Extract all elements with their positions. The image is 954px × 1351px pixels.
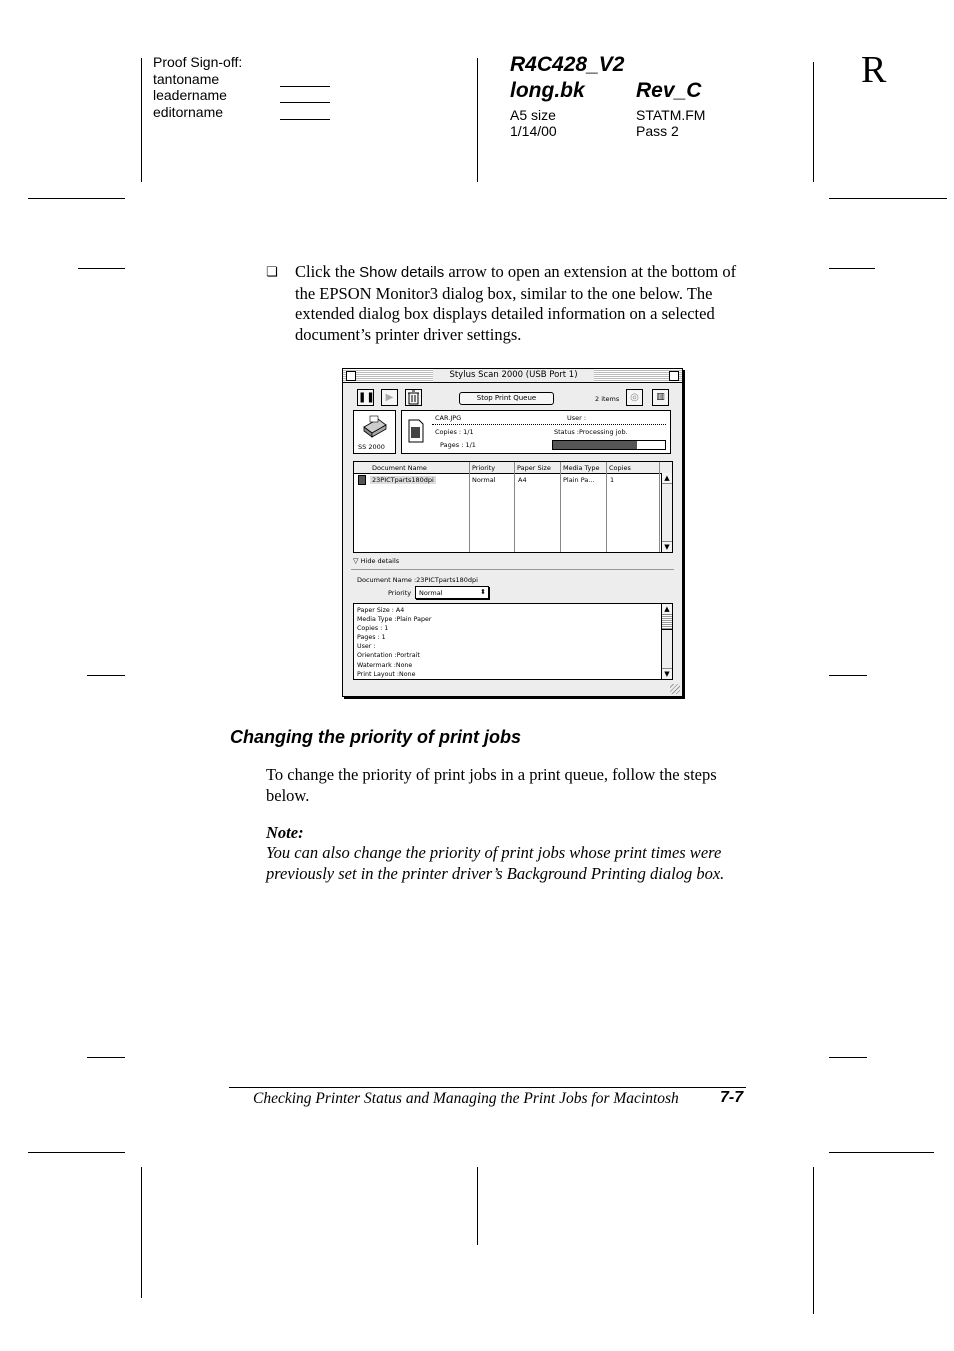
resume-button[interactable]: ▶: [381, 389, 398, 406]
crop-mark: [87, 1057, 125, 1058]
disclosure-triangle-icon: ▽: [353, 557, 359, 565]
crop-mark: [141, 58, 142, 182]
row-document-name: 23PICTparts180dpi: [372, 476, 434, 484]
crop-mark: [87, 675, 125, 676]
priority-select[interactable]: [415, 586, 489, 599]
close-box-icon[interactable]: [346, 371, 356, 381]
progress-fill: [553, 441, 637, 449]
column-copies[interactable]: Copies: [609, 464, 631, 472]
row-paper-size: A4: [518, 476, 527, 484]
detail-line: Paper Size : A4: [357, 607, 405, 614]
items-count: 2 items: [595, 395, 620, 403]
proof-signoff-label: Proof Sign-off:: [153, 54, 243, 70]
revision: Rev_C: [636, 79, 702, 102]
scroll-down-arrow-icon[interactable]: ▼: [662, 541, 672, 552]
pause-button[interactable]: ❚❚: [357, 389, 374, 406]
scroll-thumb[interactable]: [662, 615, 672, 630]
current-job-panel: [401, 410, 671, 454]
running-title: Checking Printer Status and Managing the Print Jobs for Macintosh: [253, 1090, 679, 1107]
page-size: A5 size: [510, 107, 556, 123]
tantoname-label: tantoname: [153, 70, 220, 87]
proof-signoff-block: [153, 54, 343, 120]
crop-mark: [813, 1167, 814, 1314]
progress-bar: [552, 440, 666, 450]
section-heading: Changing the priority of print jobs: [230, 727, 521, 747]
printer-info-button[interactable]: ▥: [652, 389, 669, 406]
scroll-up-arrow-icon[interactable]: ▲: [662, 473, 672, 484]
bullet-paragraph: [295, 262, 750, 345]
scroll-up-arrow-icon[interactable]: ▲: [662, 604, 672, 615]
job-list-scrollbar[interactable]: [661, 473, 672, 552]
dialog-title: Stylus Scan 2000 (USB Port 1): [433, 369, 594, 382]
details-lines: [357, 606, 431, 679]
section-paragraph: To change the priority of print jobs in a print queue, follow the steps below.: [266, 765, 717, 805]
details-divider: [351, 569, 674, 570]
select-arrows-icon: ⬍: [480, 588, 486, 596]
row-priority: Normal: [472, 476, 496, 484]
row-copies: 1: [610, 476, 615, 484]
priority-label: Priority: [388, 589, 412, 597]
crop-mark: [813, 62, 814, 182]
table-row[interactable]: [354, 475, 658, 486]
crop-mark: [477, 1167, 478, 1245]
current-job-pages: Pages : 1/1: [440, 441, 476, 449]
crop-mark: [829, 1152, 934, 1153]
row-media-type: Plain Pa...: [563, 476, 595, 484]
note-label: Note:: [266, 823, 304, 842]
scroll-down-arrow-icon[interactable]: ▼: [662, 668, 672, 679]
column-priority[interactable]: Priority: [472, 464, 496, 472]
document-icon: [407, 419, 425, 443]
column-paper-size[interactable]: Paper Size: [517, 464, 551, 472]
corner-letter: R: [861, 49, 887, 91]
printer-icon-panel: [353, 410, 396, 454]
document-icon: [358, 475, 366, 485]
column-divider: [659, 462, 660, 552]
delete-trash-button[interactable]: [405, 389, 422, 406]
epson-monitor-dialog: [342, 368, 683, 697]
details-textbox[interactable]: [353, 603, 673, 680]
crop-mark: [829, 198, 947, 199]
detail-line: Media Type :Plain Paper: [357, 616, 432, 624]
signoff-blank: [280, 71, 330, 87]
collapse-box-icon[interactable]: [669, 371, 679, 381]
column-document-name[interactable]: Document Name: [372, 464, 427, 472]
current-job-status: Status :Processing job.: [554, 428, 628, 436]
stop-print-queue-button[interactable]: Stop Print Queue: [459, 392, 554, 405]
doc-code: R4C428_V2: [510, 53, 625, 76]
job-divider: [432, 424, 666, 425]
ui-term: Show details: [359, 264, 445, 281]
book-name: long.bk: [510, 79, 585, 102]
current-job-copies: Copies : 1/1: [435, 428, 474, 436]
priority-select-value: Normal: [419, 589, 443, 597]
crop-mark: [829, 675, 867, 676]
crop-mark: [477, 58, 478, 182]
printer-name: SS 2000: [358, 443, 385, 451]
title-bar[interactable]: [343, 369, 682, 383]
bullet-text-before: Click the: [295, 262, 360, 281]
crop-mark: [829, 268, 875, 269]
crop-mark: [829, 1057, 867, 1058]
detail-document-name: Document Name :23PICTparts180dpi: [357, 576, 478, 584]
column-media-type[interactable]: Media Type: [563, 464, 600, 472]
note-text: You can also change the priority of print jobs whose print times were previously set in the printer driver’s Background Printing dialog box.: [266, 843, 725, 883]
pass: Pass 2: [636, 123, 679, 139]
current-job-name: CAR.JPG: [435, 414, 462, 422]
trash-icon: [406, 390, 421, 405]
detail-line: Print Layout :None: [357, 670, 416, 678]
bullet-marker: ❏: [266, 265, 278, 280]
hide-details-label: Hide details: [360, 557, 400, 565]
crop-mark: [28, 1152, 125, 1153]
crop-mark: [78, 268, 125, 269]
resize-grip-icon[interactable]: [670, 684, 680, 694]
detail-line: User :: [357, 643, 376, 651]
job-list[interactable]: [353, 461, 673, 553]
detail-line: Orientation :Portrait: [357, 652, 420, 660]
print-setup-button[interactable]: ◎: [626, 389, 643, 406]
signoff-blank: [280, 87, 330, 103]
printer-icon: [354, 413, 395, 441]
details-scrollbar[interactable]: [661, 604, 672, 679]
detail-line: Pages : 1: [357, 634, 386, 642]
file-name: STATM.FM: [636, 107, 706, 123]
detail-line: Copies : 1: [357, 625, 389, 633]
crop-mark: [141, 1167, 142, 1298]
editorname-label: editorname: [153, 103, 224, 120]
hide-details-toggle[interactable]: [353, 557, 399, 565]
date: 1/14/00: [510, 123, 557, 139]
footer-rule: [229, 1087, 746, 1088]
crop-mark: [28, 198, 125, 199]
detail-line: Watermark :None: [357, 661, 413, 669]
leadername-label: leadername: [153, 87, 227, 103]
current-job-user: User :: [567, 414, 587, 422]
signoff-blank: [280, 104, 330, 120]
bullet-text-after: arrow to open an extension at the bottom of the EPSON Monitor3 dialog box, similar to the one below. The extended dialog box displays detailed information on a selected document’s printer driver settings.: [295, 262, 737, 344]
page-number: 7-7: [720, 1089, 744, 1106]
